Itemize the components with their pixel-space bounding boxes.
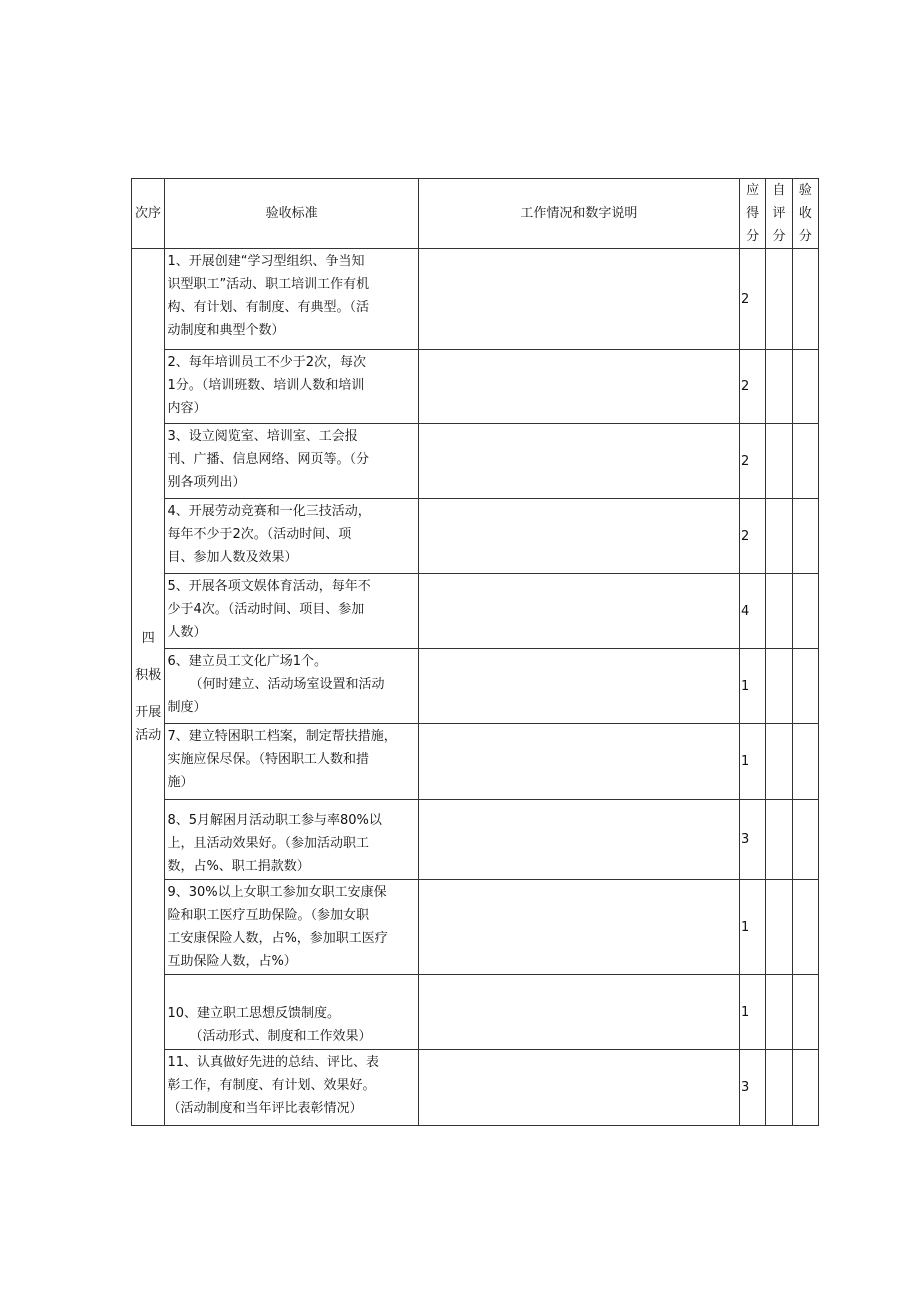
work-cell[interactable] — [418, 1050, 739, 1126]
self-score-cell[interactable] — [766, 249, 792, 350]
header-seq: 次序 — [132, 179, 165, 249]
work-cell[interactable] — [418, 249, 739, 350]
header-standard: 验收标准 — [165, 179, 418, 249]
standard-cell: 6、建立员工文化广场1个。 （何时建立、活动场室设置和活动 制度） — [165, 649, 418, 724]
should-score: 3 — [739, 800, 765, 880]
table-row — [132, 880, 819, 975]
self-score-cell[interactable] — [766, 649, 792, 724]
table-row — [132, 499, 819, 574]
header-row — [132, 179, 819, 249]
check-score-cell[interactable] — [792, 574, 818, 649]
self-score-cell[interactable] — [766, 880, 792, 975]
should-score: 3 — [739, 1050, 765, 1126]
acceptance-table — [131, 178, 819, 1126]
standard-cell: 1、开展创建“学习型组织、争当知 识型职工”活动、职工培训工作有机 构、有计划、有制度、有典型。（活 动制度和典型个数） — [165, 249, 418, 350]
should-score: 4 — [739, 574, 765, 649]
work-cell[interactable] — [418, 649, 739, 724]
should-score: 2 — [739, 424, 765, 499]
self-score-cell[interactable] — [766, 724, 792, 800]
work-cell[interactable] — [418, 880, 739, 975]
self-score-cell[interactable] — [766, 499, 792, 574]
should-score: 1 — [739, 880, 765, 975]
work-cell[interactable] — [418, 350, 739, 424]
check-score-cell[interactable] — [792, 800, 818, 880]
self-score-cell[interactable] — [766, 1050, 792, 1126]
self-score-cell[interactable] — [766, 574, 792, 649]
should-score: 1 — [739, 649, 765, 724]
check-score-cell[interactable] — [792, 880, 818, 975]
check-score-cell[interactable] — [792, 975, 818, 1050]
check-score-cell[interactable] — [792, 499, 818, 574]
work-cell[interactable] — [418, 800, 739, 880]
standard-cell: 4、开展劳动竞赛和一化三技活动， 每年不少于2次。（活动时间、项 目、参加人数及效果） — [165, 499, 418, 574]
standard-cell: 7、建立特困职工档案，制定帮扶措施， 实施应保尽保。（特困职工人数和措 施） — [165, 724, 418, 800]
header-work: 工作情况和数字说明 — [418, 179, 739, 249]
table-row — [132, 649, 819, 724]
check-score-cell[interactable] — [792, 649, 818, 724]
should-score: 2 — [739, 499, 765, 574]
section-label: 四 积极 开展 活动 — [132, 249, 165, 1126]
check-score-cell[interactable] — [792, 1050, 818, 1126]
header-self-score: 自 评 分 — [766, 179, 792, 249]
table-row — [132, 424, 819, 499]
should-score: 2 — [739, 249, 765, 350]
header-check-score: 验 收 分 — [792, 179, 818, 249]
self-score-cell[interactable] — [766, 800, 792, 880]
check-score-cell[interactable] — [792, 424, 818, 499]
check-score-cell[interactable] — [792, 350, 818, 424]
self-score-cell[interactable] — [766, 350, 792, 424]
work-cell[interactable] — [418, 724, 739, 800]
self-score-cell[interactable] — [766, 975, 792, 1050]
check-score-cell[interactable] — [792, 249, 818, 350]
self-score-cell[interactable] — [766, 424, 792, 499]
standard-cell: 9、30%以上女职工参加女职工安康保 险和职工医疗互助保险。（参加女职 工安康保险人数，占%，参加职工医疗 互助保险人数，占%） — [165, 880, 418, 975]
table-row — [132, 249, 819, 350]
table-row — [132, 800, 819, 880]
work-cell[interactable] — [418, 424, 739, 499]
standard-cell: 5、开展各项文娱体育活动，每年不 少于4次。（活动时间、项目、参加 人数） — [165, 574, 418, 649]
standard-cell: 2、每年培训员工不少于2次，每次 1分。（培训班数、培训人数和培训 内容） — [165, 350, 418, 424]
table-row — [132, 1050, 819, 1126]
table-row — [132, 574, 819, 649]
header-should-score: 应 得 分 — [739, 179, 765, 249]
standard-cell: 8、5月解困月活动职工参与率80%以 上，且活动效果好。（参加活动职工 数，占%、职工捐款数） — [165, 800, 418, 880]
check-score-cell[interactable] — [792, 724, 818, 800]
table-row — [132, 724, 819, 800]
standard-cell: 11、认真做好先进的总结、评比、表 彰工作，有制度、有计划、效果好。 （活动制度和当年评比表彰情况） — [165, 1050, 418, 1126]
should-score: 1 — [739, 975, 765, 1050]
work-cell[interactable] — [418, 574, 739, 649]
work-cell[interactable] — [418, 975, 739, 1050]
should-score: 1 — [739, 724, 765, 800]
table-row — [132, 975, 819, 1050]
work-cell[interactable] — [418, 499, 739, 574]
table-row — [132, 350, 819, 424]
should-score: 2 — [739, 350, 765, 424]
standard-cell: 10、建立职工思想反馈制度。 （活动形式、制度和工作效果） — [165, 975, 418, 1050]
standard-cell: 3、设立阅览室、培训室、工会报 刊、广播、信息网络、网页等。（分 别各项列出） — [165, 424, 418, 499]
